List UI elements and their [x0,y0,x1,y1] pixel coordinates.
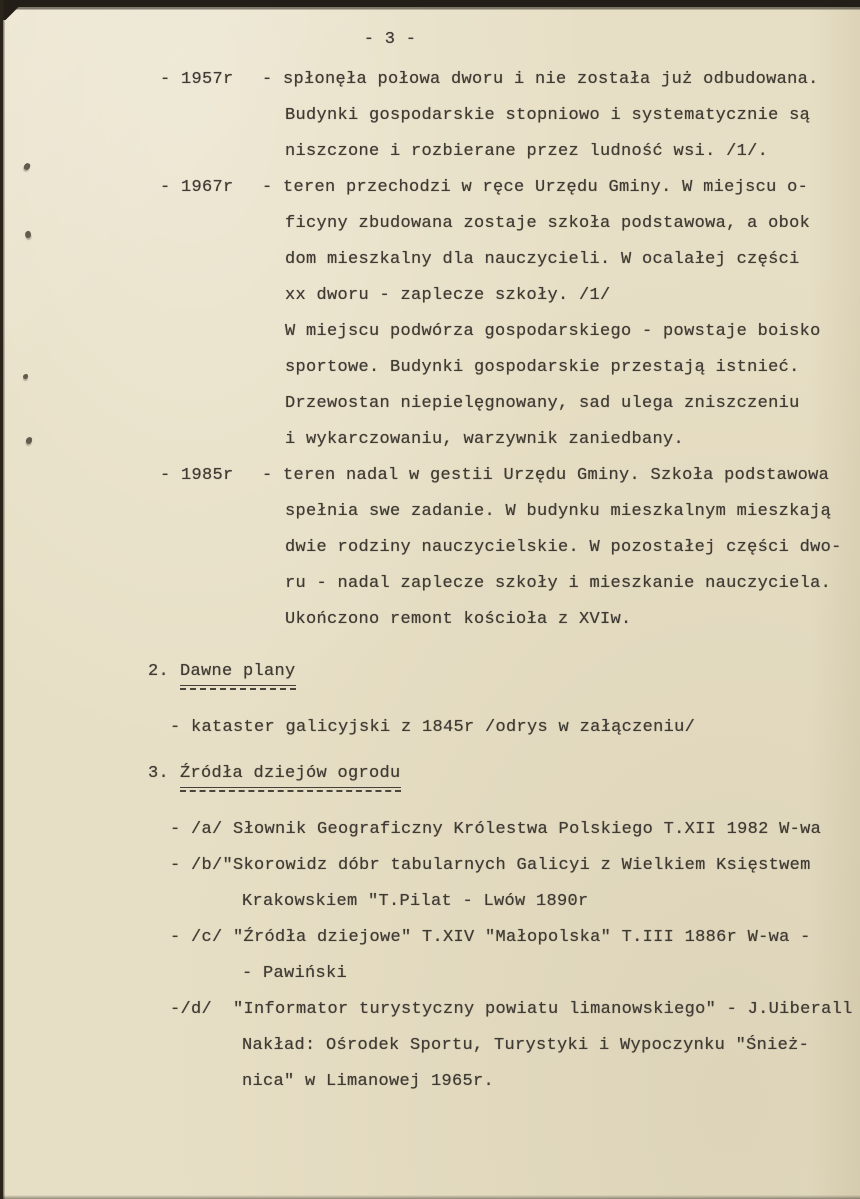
text-line: W miejscu podwórza gospodarskiego - powstaje boisko [285,322,821,341]
entry-year: - 1967r [160,178,234,197]
section-heading [148,660,695,686]
section-items [170,812,853,1100]
text-line: niszczone i rozbierane przez ludność wsi. /1/. [285,142,769,161]
section-number: 3. [148,764,170,783]
list-item-b [170,848,853,920]
scan-edge-bottom [0,1195,860,1199]
scan-edge-top [0,0,860,10]
timeline-entry-1967 [160,170,842,458]
page-number: - 3 - [363,30,417,49]
text-line: Drzewostan niepielęgnowany, sad ulega zniszczeniu [285,394,800,413]
entry-body [262,458,842,638]
section-title: Dawne plany [180,660,296,686]
text-line: spełnia swe zadanie. W budynku mieszkalnym mieszkają [285,502,832,521]
paper-speck [23,162,31,171]
timeline-entry-1985 [160,458,842,638]
text-line: - kataster galicyjski z 1845r /odrys w załączeniu/ [170,718,696,737]
text-line: - spłonęła połowa dworu i nie została już odbudowana. [262,70,819,89]
entry-year: - 1985r [160,466,234,485]
section-items [170,710,695,746]
text-line: - /c/ "Źródła dziejowe" T.XIV "Małopolska" T.III 1886r W-wa - [170,928,811,947]
timeline-entry-1957 [160,62,842,170]
text-line: -/d/ "Informator turystyczny powiatu limanowskiego" - J.Uiberall [170,1000,853,1019]
text-line: - /a/ Słownik Geograficzny Królestwa Polskiego T.XII 1982 W-wa [170,820,822,839]
section-dawne-plany [148,660,695,746]
entry-year: - 1957r [160,70,234,89]
section-title: Źródła dziejów ogrodu [180,762,401,788]
paper-speck [24,230,32,238]
text-line: Ukończono remont kościoła z XVIw. [285,610,632,629]
entry-body [262,170,842,458]
list-item-d [170,992,853,1100]
text-line: dwie rodziny nauczycielskie. W pozostałej części dwo- [285,538,842,557]
text-line: i wykarczowaniu, warzywnik zaniedbany. [285,430,685,449]
text-line: Budynki gospodarskie stopniowo i systematycznie są [285,106,811,125]
text-line: ficyny zbudowana zostaje szkoła podstawowa, a obok [285,214,811,233]
entry-body [262,62,842,170]
list-item [170,710,695,746]
section-heading [148,762,853,788]
text-line: sportowe. Budynki gospodarskie przestają istnieć. [285,358,800,377]
text-line: Nakład: Ośrodek Sportu, Turystyki i Wypoczynku "Śnież- [242,1036,810,1055]
timeline [160,62,842,638]
text-line: nica" w Limanowej 1965r. [242,1072,495,1091]
section-zrodla-dziejow-ogrodu [148,762,853,1100]
text-line: ru - nadal zaplecze szkoły i mieszkanie nauczyciela. [285,574,832,593]
text-line: xx dworu - zaplecze szkoły. /1/ [285,286,611,305]
text-line: dom mieszkalny dla nauczycieli. W ocalałej części [285,250,800,269]
text-line: Krakowskiem "T.Pilat - Lwów 1890r [242,892,589,911]
section-number: 2. [148,662,170,681]
list-item-a [170,812,853,848]
text-line: - Pawiński [242,964,348,983]
text-line: - teren nadal w gestii Urzędu Gminy. Szkoła podstawowa [262,466,830,485]
paper-speck [23,374,28,379]
text-line: - /b/"Skorowidz dóbr tabularnych Galicyi z Wielkiem Księstwem [170,856,811,875]
paper-speck [25,437,32,445]
scan-edge-left [0,0,5,1199]
text-line: - teren przechodzi w ręce Urzędu Gminy. W miejscu o- [262,178,809,197]
list-item-c [170,920,853,992]
